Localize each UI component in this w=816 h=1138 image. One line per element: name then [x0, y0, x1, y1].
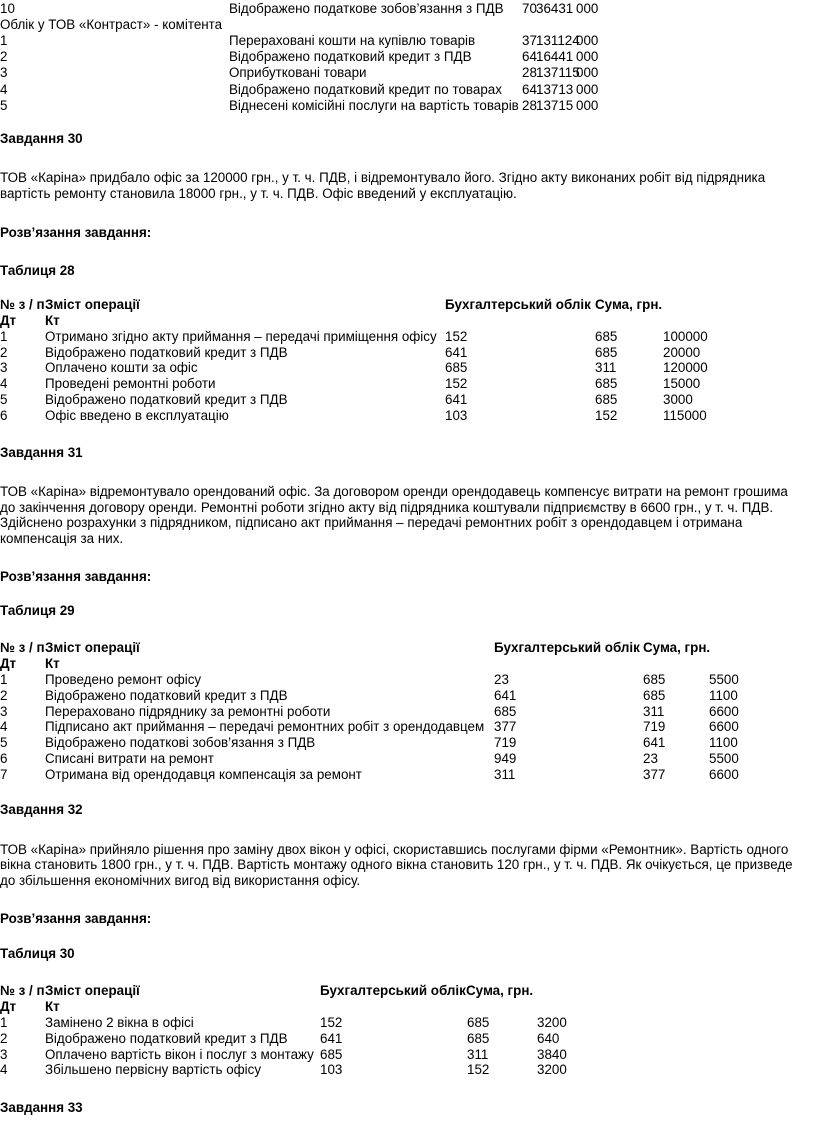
debit-account: 641	[445, 391, 468, 407]
row-number: 6	[0, 407, 8, 423]
debit-account: 685	[494, 703, 517, 719]
credit-account: 719	[643, 719, 666, 735]
amount: 1100	[709, 735, 738, 751]
debit-account: 70	[522, 1, 537, 16]
row-number: 3	[0, 1046, 8, 1062]
credit-account: 137115	[536, 65, 580, 81]
amount: 3200	[537, 1015, 567, 1030]
row-number: 1	[0, 33, 8, 48]
table-28-title: Таблиця 28	[0, 263, 75, 278]
amount: 6600	[709, 719, 739, 735]
row-number: 2	[0, 1030, 8, 1046]
operation-text: Отримана від орендодавця компенсація за ремонт	[45, 766, 362, 782]
credit-account: 685	[643, 687, 666, 703]
operation-text: Відображено податкове зобов’язання з ПДВ	[229, 1, 504, 16]
row-number: 1	[0, 672, 8, 687]
header-content: Зміст операції	[45, 983, 140, 998]
credit-account: 685	[467, 1030, 490, 1046]
credit-account: 152	[595, 407, 618, 423]
amount: 000	[576, 33, 599, 48]
operation-text: Проведені ремонтні роботи	[45, 376, 216, 392]
operation-text: Відображено податковий кредит з ПДВ	[45, 344, 288, 360]
task-33-title: Завдання 33	[0, 1100, 83, 1115]
amount: 5500	[709, 672, 739, 687]
row-number: 2	[0, 344, 8, 360]
header-accounting: Бухгалтерський облік	[445, 297, 591, 312]
task-32-title: Завдання 32	[0, 802, 83, 817]
task-32-text-line-3: до збільшення економічних вигод від використання офісу.	[0, 873, 361, 888]
operation-text: Перераховано підряднику за ремонтні роботи	[45, 703, 331, 719]
debit-account: 949	[494, 751, 517, 766]
task-32-text-line-2: вікна становить 1800 грн., у т. ч. ПДВ. Вартість монтажу одного вікна становить 120 грн., у т. ч. ПДВ. Як очікується, це призведе	[0, 857, 793, 872]
header-sum: Сума, грн.	[466, 983, 534, 998]
debit-account: 103	[445, 407, 468, 423]
operation-text: Віднесені комісійні послуги на вартість товарів	[229, 97, 519, 113]
operation-text: Відображено податковий кредит з ПДВ	[229, 49, 472, 65]
debit-account: 685	[445, 360, 468, 376]
header-sum: Сума, грн.	[595, 297, 663, 312]
credit-account: 16441	[536, 49, 574, 65]
row-number: 4	[0, 719, 8, 735]
header-credit: Кт	[45, 656, 60, 671]
operation-text: Відображено податковий кредит з ПДВ	[45, 391, 288, 407]
credit-account: 685	[595, 329, 618, 344]
debit-account: 377	[494, 719, 517, 735]
table-30-title: Таблиця 30	[0, 946, 75, 961]
debit-account: 37	[522, 33, 537, 48]
header-debit: Дт	[0, 313, 17, 328]
row-number: 4	[0, 81, 8, 97]
credit-account: 685	[595, 344, 618, 360]
debit-account: 28	[522, 97, 537, 113]
credit-account: 131124	[536, 33, 580, 48]
row-number: 6	[0, 751, 8, 766]
debit-account: 103	[320, 1062, 343, 1078]
debit-account: 719	[494, 735, 517, 751]
credit-account: 685	[467, 1015, 490, 1030]
header-debit: Дт	[0, 656, 17, 671]
header-number: № з / п	[0, 640, 45, 655]
amount: 000	[576, 65, 599, 81]
amount: 000	[576, 97, 599, 113]
task-32-solution-heading: Розв’язання завдання:	[0, 911, 152, 926]
task-31-title: Завдання 31	[0, 445, 83, 460]
amount: 640	[537, 1030, 560, 1046]
credit-account: 311	[595, 360, 617, 376]
header-debit: Дт	[0, 999, 17, 1014]
header-number: № з / п	[0, 297, 45, 312]
amount: 1100	[709, 687, 738, 703]
debit-account: 28	[522, 65, 537, 81]
task-31-solution-heading: Розв’язання завдання:	[0, 569, 152, 584]
amount: 100000	[663, 329, 708, 344]
task-32-text-line-1: ТОВ «Каріна» прийняло рішення про заміну двох вікон у офісі, скориставшись послугами фірми «Ремонтник». Вартість одного	[0, 842, 789, 857]
row-number: 5	[0, 391, 8, 407]
debit-account: 641	[494, 687, 517, 703]
task-30-solution-heading: Розв’язання завдання:	[0, 225, 152, 240]
credit-account: 685	[643, 672, 666, 687]
amount: 000	[576, 49, 599, 65]
amount: 5500	[709, 751, 739, 766]
intro-heading: Облік у ТОВ «Контраст» - комітента	[0, 17, 223, 32]
amount: 3000	[663, 391, 693, 407]
debit-account: 641	[320, 1030, 343, 1046]
row-number: 5	[0, 97, 8, 113]
operation-text: Оприбутковані товари	[229, 65, 367, 81]
operation-text: Проведено ремонт офісу	[45, 672, 202, 687]
operation-text: Відображено податкові зобов’язання з ПДВ	[45, 735, 316, 751]
debit-account: 23	[494, 672, 509, 687]
row-number: 2	[0, 49, 8, 65]
row-number: 4	[0, 376, 8, 392]
operation-text: Збільшено первісну вартість офісу	[45, 1062, 262, 1078]
credit-account: 641	[643, 735, 666, 751]
header-content: Зміст операції	[45, 297, 140, 312]
task-31-text-line-2: до закінчення договору оренди. Ремонтні роботи згідно акту від підрядника коштували підприємству в 6600 грн., у т. ч. ПДВ.	[0, 500, 774, 515]
debit-account: 152	[445, 329, 468, 344]
operation-text: Підписано акт приймання – передачі ремонтних робіт з орендодавцем	[45, 719, 485, 735]
header-accounting: Бухгалтерський облік	[320, 983, 466, 998]
credit-account: 36431	[536, 1, 574, 16]
row-number: 3	[0, 65, 8, 81]
credit-account: 685	[595, 391, 618, 407]
credit-account: 311	[643, 703, 665, 719]
row-number: 3	[0, 703, 8, 719]
operation-text: Відображено податковий кредит з ПДВ	[45, 1030, 288, 1046]
operation-text: Відображено податковий кредит по товарах	[229, 81, 502, 97]
row-number: 7	[0, 766, 8, 782]
credit-account: 13715	[536, 97, 574, 113]
task-30-text-line-1: ТОВ «Каріна» придбало офіс за 120000 грн., у т. ч. ПДВ, і відремонтувало його. Згідно акту виконаних робіт від підрядника	[0, 170, 766, 185]
row-number: 3	[0, 360, 8, 376]
header-content: Зміст операції	[45, 640, 140, 655]
amount: 3200	[537, 1062, 567, 1078]
credit-account: 685	[595, 376, 618, 392]
operation-text: Офіс введено в експлуатацію	[45, 407, 229, 423]
task-31-text-line-1: ТОВ «Каріна» відремонтувало орендований офіс. За договором оренди орендодавець компенсує витрати на ремонт грошима	[0, 484, 788, 499]
task-30-title: Завдання 30	[0, 131, 83, 146]
task-31-text-line-4: компенсація за них.	[0, 531, 124, 546]
row-number: 10	[0, 1, 15, 16]
amount: 6600	[709, 703, 739, 719]
amount: 000	[576, 1, 599, 16]
debit-account: 641	[445, 344, 468, 360]
table-29-title: Таблиця 29	[0, 603, 75, 618]
amount: 15000	[663, 376, 701, 392]
credit-account: 13713	[536, 81, 574, 97]
amount: 3840	[537, 1046, 567, 1062]
credit-account: 23	[643, 751, 658, 766]
operation-text: Отримано згідно акту приймання – передачі приміщення офісу	[45, 329, 437, 344]
operation-text: Перераховані кошти на купівлю товарів	[229, 33, 476, 48]
operation-text: Списані витрати на ремонт	[45, 751, 214, 766]
amount: 6600	[709, 766, 739, 782]
operation-text: Оплачено вартість вікон і послуг з монтажу	[45, 1046, 314, 1062]
task-30-text-line-2: вартість ремонту становила 18000 грн., у т. ч. ПДВ. Офіс введений у експлуатацію.	[0, 186, 517, 201]
row-number: 1	[0, 329, 8, 344]
amount: 20000	[663, 344, 701, 360]
amount: 115000	[663, 407, 707, 423]
header-credit: Кт	[45, 999, 60, 1014]
debit-account: 152	[320, 1015, 343, 1030]
operation-text: Замінено 2 вікна в офісі	[45, 1015, 194, 1030]
debit-account: 152	[445, 376, 468, 392]
operation-text: Відображено податковий кредит з ПДВ	[45, 687, 288, 703]
debit-account: 685	[320, 1046, 343, 1062]
header-number: № з / п	[0, 983, 45, 998]
credit-account: 311	[467, 1046, 489, 1062]
row-number: 1	[0, 1015, 8, 1030]
header-accounting: Бухгалтерський облік	[494, 640, 640, 655]
operation-text: Оплачено кошти за офіс	[45, 360, 198, 376]
row-number: 5	[0, 735, 8, 751]
credit-account: 377	[643, 766, 666, 782]
row-number: 4	[0, 1062, 8, 1078]
header-sum: Сума, грн.	[643, 640, 711, 655]
debit-account: 311	[494, 766, 516, 782]
credit-account: 152	[467, 1062, 490, 1078]
amount: 120000	[663, 360, 708, 376]
task-31-text-line-3: Здійснено розрахунки з підрядником, підписано акт приймання – передачі ремонтних робіт з орендодавцем і отримана	[0, 515, 743, 530]
row-number: 2	[0, 687, 8, 703]
amount: 000	[576, 81, 599, 97]
debit-account: 64	[522, 81, 537, 97]
header-credit: Кт	[45, 313, 60, 328]
debit-account: 64	[522, 49, 537, 65]
